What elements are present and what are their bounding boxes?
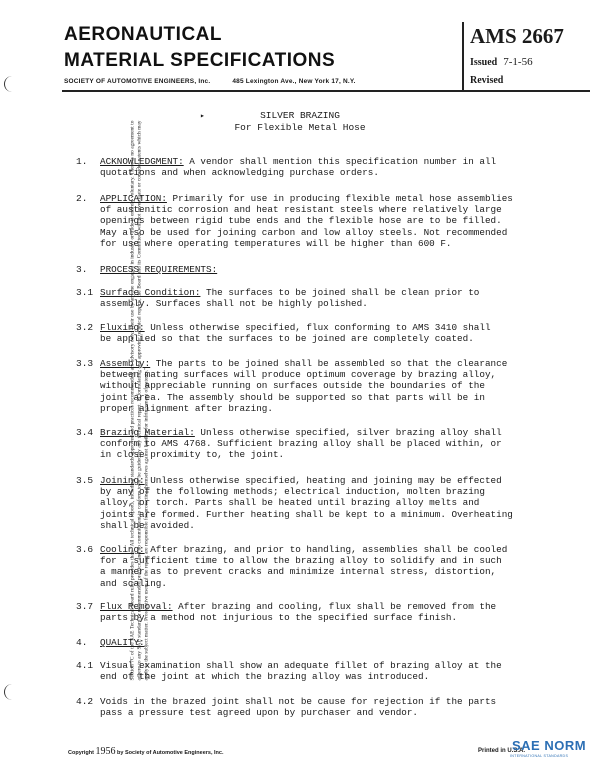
section-3-3 — [100, 358, 540, 414]
section-3-1-number: 3.1 — [76, 287, 94, 298]
section-3-5-heading: Joining: — [100, 475, 145, 486]
sidebar-bracket-top — [4, 76, 19, 92]
section-1-line2: quotations and when acknowledging purchase orders. — [100, 167, 379, 179]
section-3-1-heading: Surface Condition: — [100, 287, 201, 298]
section-3-6-text: After brazing, and prior to handling, assemblies shall be cooled for a sufficient time to allow the brazing alloy to solidify and in such a manner as to prevent cracks and minimize internal stress, distortion, and scaling. — [100, 544, 508, 589]
section-3-4-text: Unless otherwise specified, silver brazing alloy shall conform to AMS 4768. Sufficient brazing alloy shall be placed within, or in close proximity to, the joint. — [100, 427, 502, 461]
section-3-5-number: 3.5 — [76, 475, 94, 486]
issued-line — [470, 56, 533, 68]
sidebar-notice: Section 7C of the SAE Technical Board rules provides that: "All technical reports, including standards approved and practices recommended, are advisory only. Their use by anyone engaged in industry or trade is entirely voluntary. There is no agreement to adhere to any SAE standard or recommended practice, and no commitment to conform to or be guided by any technical report. In formulating and approving technical reports, the Board and its Committees will not investigate or consider patents which may apply to the subject matter. Prospective users of the report are responsible for protecting themselves against liability for infringement of patents." — [129, 120, 150, 681]
section-3-6-heading: Cooling: — [100, 544, 145, 555]
society-name: SOCIETY OF AUTOMOTIVE ENGINEERS, Inc. — [64, 78, 211, 85]
section-4-2-number: 4.2 — [76, 696, 94, 707]
section-3-3-text: The parts to be joined shall be assembled so that the clearance between mating surfaces will produce optimum coverage by brazing alloy, without appreciable running on surfaces outside the boundaries of the joint area. The assembly should be supported so that parts will be in proper alignment after brazing. — [100, 358, 508, 414]
section-4-2 — [100, 696, 540, 718]
society-address: 485 Lexington Ave., New York 17, N.Y. — [232, 78, 356, 85]
sidebar-bracket-bottom — [4, 684, 19, 700]
title-mark: ▸ — [200, 112, 205, 121]
section-3-7-number: 3.7 — [76, 601, 94, 612]
section-3-1 — [100, 287, 540, 309]
issued-date: 7-1-56 — [503, 56, 533, 68]
section-3-2-number: 3.2 — [76, 322, 94, 333]
sae-norm-logo: SAE NORM — [512, 738, 587, 753]
section-1-line1: A vendor shall mention this specification number in all — [183, 156, 497, 167]
revised-label: Revised — [470, 75, 504, 86]
section-3-3-heading: Assembly: — [100, 358, 151, 369]
section-3-1-text: The surfaces to be joined shall be clean prior to assembly. Surfaces shall not be highly polished. — [100, 287, 480, 310]
copyright-label: Copyright — [68, 750, 94, 756]
section-3-number: 3. — [76, 264, 88, 275]
section-3-2-heading: Fluxing: — [100, 322, 145, 333]
printed-in: Printed in U.S.A. — [478, 748, 526, 754]
section-3-2 — [100, 322, 540, 344]
section-3-7-text: After brazing and cooling, flux shall be removed from the parts by a method not injurious to the specified surface finish. — [100, 601, 497, 624]
sae-norm-tagline: INTERNATIONAL STANDARDS — [510, 754, 569, 758]
copyright-year: 1956 — [95, 746, 116, 757]
header-divider-vertical — [462, 22, 464, 90]
section-3-4-heading: Brazing Material: — [100, 427, 195, 438]
section-3-4-number: 3.4 — [76, 427, 94, 438]
header-title-line2: MATERIAL SPECIFICATIONS — [64, 50, 336, 71]
copyright-holder: by Society of Automotive Engineers, Inc. — [117, 750, 224, 756]
section-2-line2: of austenitic corrosion and heat resistant steels where relatively large — [100, 204, 502, 216]
section-3-3-number: 3.3 — [76, 358, 94, 369]
section-3-6 — [100, 544, 540, 589]
section-2-line3: openings between rigid tube ends and the flexible hose are to be filled. — [100, 215, 502, 227]
header-title-line1: AERONAUTICAL — [64, 24, 222, 45]
copyright-line — [68, 746, 224, 757]
section-4 — [100, 637, 540, 648]
section-3-heading: PROCESS REQUIREMENTS: — [100, 264, 218, 275]
section-3-7 — [100, 601, 540, 623]
section-1 — [100, 156, 540, 178]
section-4-1-text: Visual examination shall show an adequate fillet of brazing alloy at the end of the joint at which the brazing alloy was introduced. — [100, 660, 502, 683]
section-3-2-text: Unless otherwise specified, flux conforming to AMS 3410 shall be applied so that the surfaces to be joined are completely coated. — [100, 322, 491, 345]
section-2-heading: APPLICATION: — [100, 193, 167, 204]
society-line — [64, 78, 356, 85]
header-divider-horizontal — [62, 90, 590, 92]
section-2 — [100, 193, 540, 249]
section-3-7-heading: Flux Removal: — [100, 601, 173, 612]
section-4-1 — [100, 660, 540, 682]
section-2-line5: for use where operating temperatures will be higher than 600 F. — [100, 237, 452, 249]
section-4-1-number: 4.1 — [76, 660, 94, 671]
section-3-6-number: 3.6 — [76, 544, 94, 555]
section-1-heading: ACKNOWLEDGMENT: — [100, 156, 184, 167]
doc-title: SILVER BRAZING — [260, 110, 340, 121]
section-2-number: 2. — [76, 193, 88, 204]
section-4-heading: QUALITY: — [100, 637, 145, 648]
spec-number: AMS 2667 — [470, 24, 564, 48]
section-2-line4: May also be used for joining carbon and low alloy steels. Not recommended — [100, 226, 508, 238]
section-1-number: 1. — [76, 156, 88, 167]
section-3 — [100, 264, 540, 275]
section-3-4 — [100, 427, 540, 461]
doc-subtitle: For Flexible Metal Hose — [234, 122, 366, 133]
section-4-number: 4. — [76, 637, 88, 648]
section-3-5-text: Unless otherwise specified, heating and joining may be effected by any of the following methods; electrical induction, molten brazing alloy, or torch. Parts shall be heated until brazing alloy melts and joints are formed. Further heating shall be kept to a minimum. Overheating shall be avoided. — [100, 475, 513, 531]
section-4-2-text: Voids in the brazed joint shall not be cause for rejection if the parts pass a pressure test agreed upon by purchaser and vendor. — [100, 696, 497, 719]
issued-label: Issued — [470, 57, 498, 68]
section-2-line1: Primarily for use in producing flexible metal hose assemblies — [166, 193, 513, 204]
section-3-5 — [100, 475, 540, 531]
